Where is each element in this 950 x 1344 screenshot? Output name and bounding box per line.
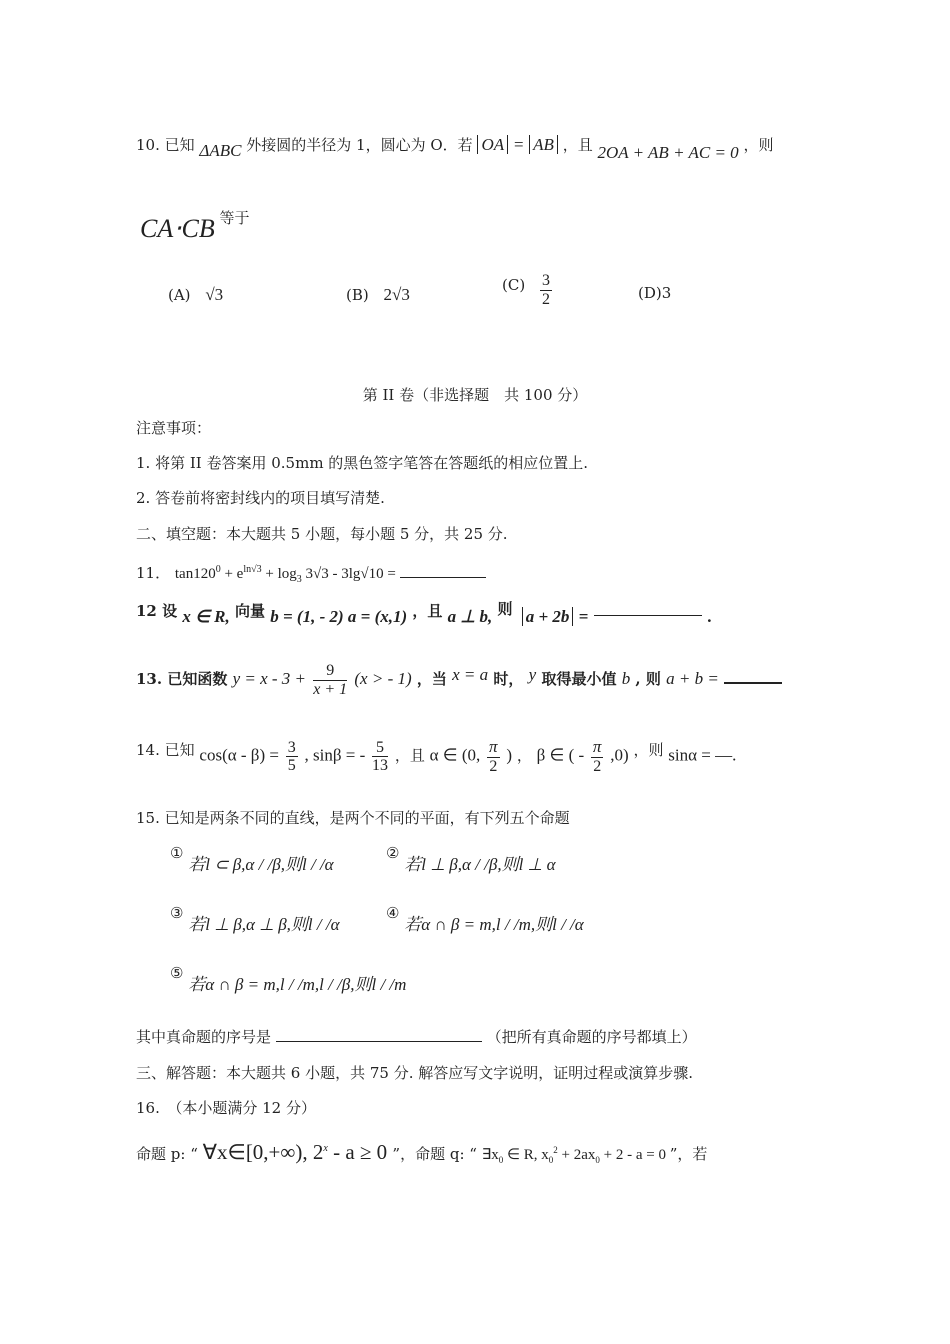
q14-line: 14. 已知 cos(α - β) = $\frac{3}{5}$ , sinβ = - $\frac{5}{13}$ ，且 α ∈ (0, $\frac{\pi}{2}$ ) ， β ∈ ( - $\frac{\pi}{2}$ ,0) ，则 sinα = —. bbox=[136, 737, 737, 775]
q10-abs-ab: AB bbox=[529, 135, 558, 154]
q16-label: 16. （本小题满分 12 分） bbox=[136, 1099, 316, 1117]
note-2: 2. 答卷前将密封线内的项目填写清楚. bbox=[136, 489, 385, 507]
q15-item-2: ② 若l ⊥ β,α / /β,则l ⊥ α bbox=[386, 844, 556, 874]
q10-option-d: (D)3 bbox=[638, 284, 672, 302]
q12-abs: a + 2b bbox=[522, 607, 574, 626]
q10-eq: = bbox=[512, 135, 525, 154]
q10-line bbox=[136, 135, 774, 162]
q10-text2: ，且 bbox=[562, 136, 593, 154]
q15-text: 15. 已知是两条不同的直线，是两个不同的平面，有下列五个命题 bbox=[136, 809, 570, 827]
q10-dot-line bbox=[140, 209, 250, 243]
q13-answer-blank[interactable] bbox=[724, 682, 782, 684]
fill-section-title: 二、填空题：本大题共 5 小题，每小题 5 分，共 25 分. bbox=[136, 525, 508, 543]
q14-answer: sinα = —. bbox=[668, 745, 737, 765]
q11-answer-blank[interactable] bbox=[400, 577, 486, 578]
q15-item-1: ① 若l ⊂ β,α / /β,则l / /α bbox=[170, 844, 334, 874]
q10-prefix: 10. 已知 bbox=[136, 136, 195, 154]
q15-answer-blank[interactable] bbox=[276, 1041, 482, 1042]
section3-title: 三、解答题：本大题共 6 小题，共 75 分. 解答应写文字说明，证明过程或演算步骤. bbox=[136, 1064, 694, 1082]
q10-option-b: (B) 2√3 bbox=[346, 285, 410, 304]
q11-label: 11． bbox=[136, 564, 171, 582]
q16-line: 命题 p: “ ∀x∈[0,+∞), 2$^x$ - a ≥ 0 ”，命题 q: “ $\exists x_0$ ∈ R, $x_0^2 + 2ax_0 + 2 - a = 0$ ”，若 bbox=[136, 1140, 708, 1165]
note-1: 1. 将第 II 卷答案用 0.5mm 的黑色签字笔答在答题纸的相应位置上. bbox=[136, 454, 589, 472]
q10-text1: 外接圆的半径为 1，圆心为 O．若 bbox=[246, 136, 473, 154]
q10-triangle: ΔABC bbox=[199, 141, 242, 160]
q12-answer-blank[interactable] bbox=[594, 615, 702, 616]
q15-item-4: ④ 若α ∩ β = m,l / /m,则l / /α bbox=[386, 904, 584, 934]
q12-line: 12 设 x ∈ R, 向量 b = (1, - 2) a = (x,1) ，且 a ⊥ b, 则 a + 2b = . bbox=[136, 600, 713, 626]
notes-title: 注意事项： bbox=[136, 419, 212, 437]
q15-item-3: ③ 若l ⊥ β,α ⊥ β,则l / /α bbox=[170, 904, 340, 934]
q11-line: 11． $\tan 120^0 + e^{ln√3} + \log_3 3√3 - 3\lg√10$ = bbox=[136, 565, 486, 585]
section2-title: 第 II 卷（非选择题 共 100 分） bbox=[362, 386, 588, 404]
q10-dengyu: 等于 bbox=[219, 209, 250, 227]
q10-dot-expr: CA⋅CB bbox=[140, 214, 215, 243]
q10-vec-eq: 2OA + AB + AC = 0 bbox=[597, 143, 739, 162]
q10-option-c: (C) $\frac{3}{2}$ bbox=[502, 272, 550, 308]
q10-abs-oa: OA bbox=[477, 135, 508, 154]
q10-option-a: (A) √3 bbox=[168, 285, 224, 304]
q15-answer-line: 其中真命题的序号是 （把所有真命题的序号都填上） bbox=[136, 1028, 697, 1046]
q15-item-5: ⑤ 若α ∩ β = m,l / /m,l / /β,则l / /m bbox=[170, 964, 407, 994]
q13-line: 13. 已知函数 y = x - 3 + $\frac{9}{x + 1}$ (x > - 1) ，当 x = a 时， y 取得最小值 b , 则 a + b = bbox=[136, 662, 782, 698]
q10-text3: ，则 bbox=[743, 136, 774, 154]
